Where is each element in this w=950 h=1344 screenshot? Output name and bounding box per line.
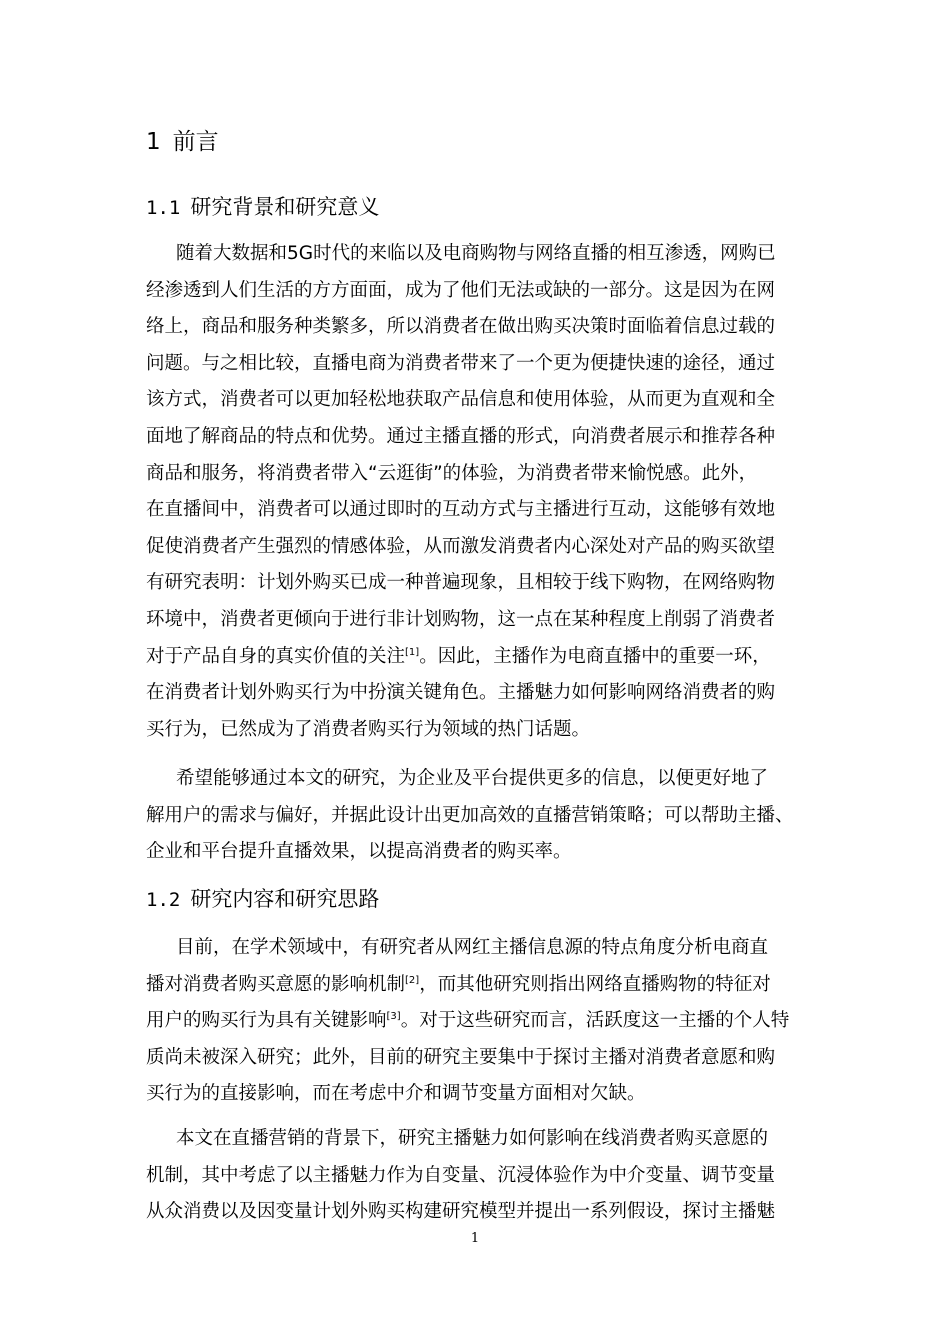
- text-line: 买行为，已然成为了消费者购买行为领域的热门话题。: [146, 718, 591, 740]
- text-line: [146, 967, 810, 1004]
- section-title: 研究背景和研究意义: [190, 195, 380, 219]
- text-line: 有研究表明：计划外购买已成一种普遍现象，且相较于线下购物，在网络购物: [146, 572, 776, 594]
- text-line: 商品和服务，将消费者带入“云逛街”的体验，为消费者带来愉悦感。此外，: [146, 462, 758, 484]
- text-line: 本文在直播营销的背景下，研究主播魅力如何影响在线消费者购买意愿的: [176, 1128, 769, 1149]
- section-number: 1.2: [146, 889, 181, 911]
- text-line: 面地了解商品的特点和优势。通过主播直播的形式，向消费者展示和推荐各种: [146, 425, 776, 447]
- section-heading-1-2: [146, 884, 379, 915]
- text-line: 促使消费者产生强烈的情感体验，从而激发消费者内心深处对产品的购买欲望: [146, 535, 776, 557]
- text-line: 目前，在学术领域中，有研究者从网红主播信息源的特点角度分析电商直: [176, 937, 769, 958]
- citation-ref: [3]: [386, 1011, 401, 1023]
- section-heading-1-1: [146, 192, 379, 223]
- text-line: 质尚未被深入研究；此外，目前的研究主要集中于探讨主播对消费者意愿和购: [146, 1046, 776, 1068]
- text-fragment: 。因此，主播作为电商直播中的重要一环，: [419, 645, 771, 667]
- text-line: 经渗透到人们生活的方方面面，成为了他们无法或缺的一部分。这是因为在网: [146, 279, 776, 301]
- text-line: 机制，其中考虑了以主播魅力作为自变量、沉浸体验作为中介变量、调节变量: [146, 1164, 776, 1186]
- text-line: [146, 639, 810, 676]
- text-line: 问题。与之相比较，直播电商为消费者带来了一个更为便捷快速的途径，通过: [146, 352, 776, 374]
- text-fragment: ，而其他研究则指出网络直播购物的特征对: [419, 973, 771, 995]
- citation-ref: [2]: [405, 974, 420, 986]
- text-line: 从众消费以及因变量计划外购买构建研究模型并提出一系列假设，探讨主播魅: [146, 1201, 776, 1223]
- text-line: [146, 1003, 810, 1040]
- paragraph-purpose: [146, 761, 810, 871]
- chapter-number: 1: [146, 129, 161, 155]
- text-line: 买行为的直接影响，而在考虑中介和调节变量方面相对欠缺。: [146, 1083, 646, 1105]
- paragraph-research-content: [146, 1121, 810, 1231]
- chapter-heading: [146, 126, 219, 158]
- text-line: 随着大数据和5G时代的来临以及电商购物与网络直播的相互渗透，网购已: [176, 243, 776, 264]
- section-title: 研究内容和研究思路: [190, 887, 380, 911]
- text-fragment: 。对于这些研究而言，活跃度这一主播的个人特: [400, 1010, 790, 1032]
- text-line: 在消费者计划外购买行为中扮演关键角色。主播魅力如何影响网络消费者的购: [146, 682, 776, 704]
- text-line: 在直播间中，消费者可以通过即时的互动方式与主播进行互动，这能够有效地: [146, 499, 776, 521]
- chapter-title: 前言: [172, 129, 219, 155]
- paragraph-background: [146, 236, 810, 748]
- paragraph-research-status: [146, 930, 810, 1113]
- section-number: 1.1: [146, 197, 181, 219]
- text-fragment: 对于产品自身的真实价值的关注: [146, 645, 406, 667]
- page-number: 1: [470, 1231, 480, 1246]
- text-line: 希望能够通过本文的研究，为企业及平台提供更多的信息，以便更好地了: [176, 768, 769, 789]
- text-fragment: 用户的购买行为具有关键影响: [146, 1010, 387, 1032]
- citation-ref: [1]: [405, 646, 420, 658]
- text-line: 企业和平台提升直播效果，以提高消费者的购买率。: [146, 841, 572, 863]
- text-line: 环境中，消费者更倾向于进行非计划购物，这一点在某种程度上削弱了消费者: [146, 608, 776, 630]
- text-line: 解用户的需求与偏好，并据此设计出更加高效的直播营销策略；可以帮助主播、: [146, 804, 794, 826]
- text-line: 该方式，消费者可以更加轻松地获取产品信息和使用体验，从而更为直观和全: [146, 389, 776, 411]
- text-line: 络上，商品和服务种类繁多，所以消费者在做出购买决策时面临着信息过载的: [146, 316, 776, 338]
- text-fragment: 播对消费者购买意愿的影响机制: [146, 973, 406, 995]
